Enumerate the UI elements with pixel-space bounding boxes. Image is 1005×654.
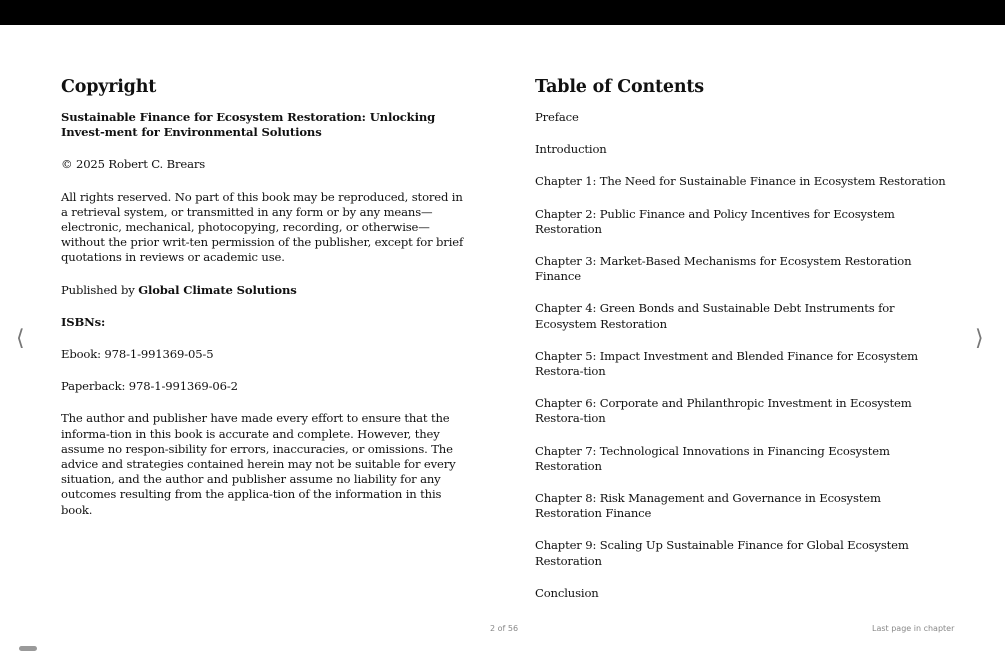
paperback-isbn: Paperback: 978-1-991369-06-2	[61, 379, 238, 394]
book-title: Sustainable Finance for Ecosystem Restoration: Unlocking Invest-ment for Environmental Solutions	[61, 110, 436, 140]
copyright-heading: Copyright	[61, 77, 157, 97]
copyright-line: © 2025 Robert C. Brears	[61, 157, 206, 172]
published-by-label: Published by	[61, 282, 139, 297]
ebook-isbn: Ebook: 978-1-991369-05-5	[61, 347, 214, 362]
toc-item-introduction[interactable]: Introduction	[535, 142, 607, 157]
chapter-note: Last page in chapter	[872, 624, 955, 633]
toc-item-chapter-7[interactable]: Chapter 7: Technological Innovations in Financing Ecosystem Restoration	[535, 443, 890, 473]
scrub-handle[interactable]	[19, 646, 37, 651]
toc-item-chapter-4[interactable]: Chapter 4: Green Bonds and Sustainable Debt Instruments for Ecosystem Restoration	[535, 301, 895, 331]
toc-item-chapter-8[interactable]: Chapter 8: Risk Management and Governance in Ecosystem Restoration Finance	[535, 491, 881, 521]
toc-item-chapter-3[interactable]: Chapter 3: Market-Based Mechanisms for Ecosystem Restoration Finance	[535, 254, 912, 284]
page-indicator: 2 of 56	[490, 624, 519, 633]
top-bar	[0, 0, 1005, 25]
toc-item-chapter-2[interactable]: Chapter 2: Public Finance and Policy Incentives for Ecosystem Restoration	[535, 206, 895, 236]
toc-heading: Table of Contents	[535, 77, 704, 97]
copyright-page	[61, 76, 471, 535]
publisher-name: Global Climate Solutions	[138, 282, 297, 297]
isbns-label: ISBNs:	[61, 314, 106, 329]
toc-item-chapter-5[interactable]: Chapter 5: Impact Investment and Blended Finance for Ecosystem Restora-tion	[535, 348, 919, 379]
toc-item-chapter-9[interactable]: Chapter 9: Scaling Up Sustainable Finance for Global Ecosystem Restoration	[535, 538, 909, 568]
chevron-right-icon[interactable]: ⟩	[975, 326, 984, 351]
toc-item-chapter-6[interactable]: Chapter 6: Corporate and Philanthropic Investment in Ecosystem Restora-tion	[535, 396, 912, 426]
disclaimer-paragraph: The author and publisher have made every effort to ensure that the informa-tion in this book is accurate and complete. However, they assume no respon-sibility for errors, inaccuracies, or omissions. The advice and strategies contained herein may not be suitable for every situation, and the author and publisher assume no liability for any outcomes resulting from the applica-tion of the information in this book.	[61, 411, 456, 517]
chevron-left-icon[interactable]: ⟨	[16, 326, 25, 351]
rights-paragraph: All rights reserved. No part of this book may be reproduced, stored in a retrieval system, or transmitted in any form or by any means—electronic, mechanical, photocopying, recording, or otherwise—without the prior writ-ten permission of the publisher, except for brief quotations in reviews or academic use.	[61, 189, 464, 265]
toc-page	[535, 76, 950, 618]
toc-item-preface[interactable]: Preface	[535, 110, 579, 124]
toc-item-chapter-1[interactable]: Chapter 1: The Need for Sustainable Finance in Ecosystem Restoration	[535, 174, 946, 189]
published-by	[61, 283, 471, 298]
toc-item-conclusion[interactable]: Conclusion	[535, 585, 599, 600]
